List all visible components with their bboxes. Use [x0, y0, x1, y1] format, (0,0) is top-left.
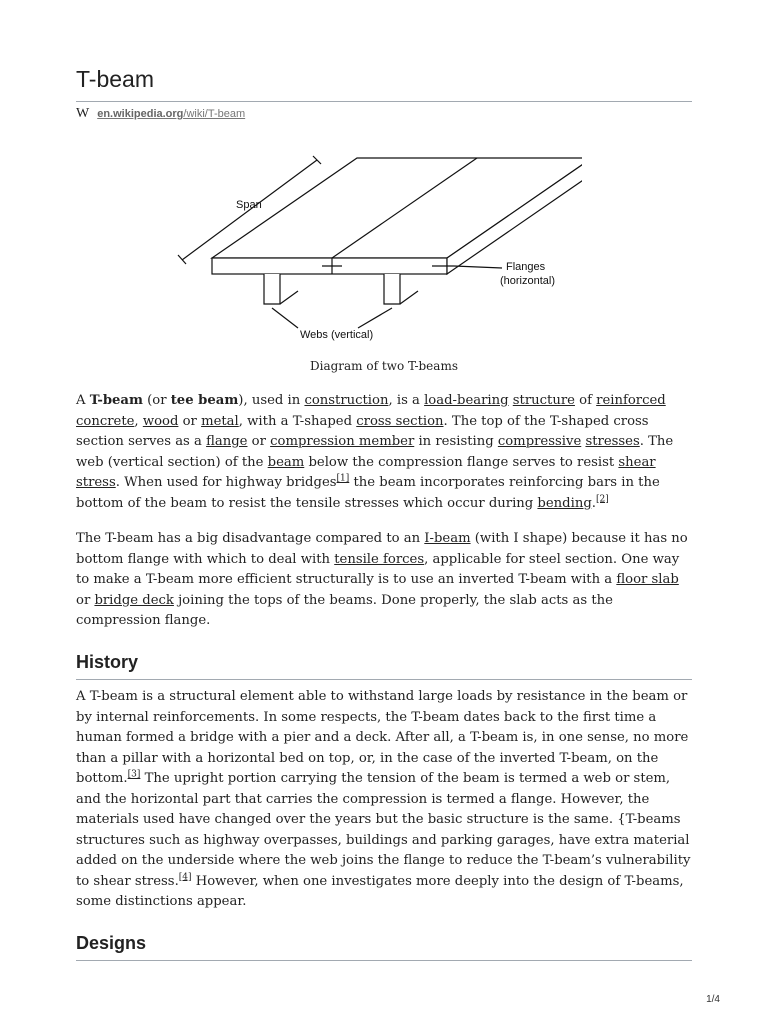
link-bridge-deck[interactable]: bridge deck: [94, 592, 174, 608]
link-i-beam[interactable]: I-beam: [424, 531, 471, 546]
link-load-bearing[interactable]: load-bearing: [424, 393, 509, 408]
designs-divider: [76, 960, 692, 961]
source-line: [76, 106, 245, 122]
ref-4[interactable]: [4]: [178, 872, 192, 883]
ref-2[interactable]: [2]: [595, 494, 609, 505]
link-construction[interactable]: construction: [304, 393, 389, 408]
link-compressive[interactable]: compressive: [497, 434, 582, 449]
intro-paragraph-1: A T-beam (or tee beam), used in construction, is a load-bearing structure of reinforced concrete, wood or metal, with a T-shaped cross section. The top of the T-shaped cross section serves as a flange or compression member in resisting compressive stresses. The web (vertical section) of the beam below the compression flange serves to resist shear stress. When used for highway bridges[1] the beam incorporates reinforcing bars in the bottom of the beam to resist the tensile stresses which occur during bending.[2]: [76, 393, 674, 511]
webs-label: Webs (vertical): [300, 329, 374, 341]
history-divider: [76, 679, 692, 680]
webs-leader-right: [358, 308, 392, 328]
ref-1[interactable]: [1]: [336, 473, 350, 484]
web-left: [264, 274, 280, 304]
designs-heading: Designs: [76, 933, 147, 953]
flanges-leader: [454, 266, 502, 268]
link-tensile-forces[interactable]: tensile forces: [334, 551, 425, 567]
web-right: [384, 274, 400, 304]
page-number: 1/4: [706, 994, 720, 1005]
link-stresses[interactable]: stresses: [585, 434, 640, 449]
link-shear-stress[interactable]: shear stress: [76, 454, 656, 490]
title-divider: [76, 101, 692, 102]
page-title: T-beam: [76, 66, 154, 92]
link-compression-member[interactable]: compression member: [270, 434, 415, 449]
flanges-label: Flanges: [506, 261, 546, 273]
webs-leader-left: [272, 308, 298, 328]
link-reinforced-concrete[interactable]: reinforced concrete: [76, 393, 666, 429]
span-label: Span: [236, 199, 262, 211]
link-wood[interactable]: wood: [142, 413, 179, 429]
link-cross-section[interactable]: cross section: [356, 413, 444, 429]
link-metal[interactable]: metal: [201, 413, 239, 429]
horizontal-label: (horizontal): [500, 275, 556, 287]
link-beam[interactable]: beam: [267, 454, 305, 470]
history-heading: History: [76, 652, 139, 672]
web-left-edge: [280, 291, 298, 304]
link-flange[interactable]: flange: [206, 434, 248, 449]
span-tick-left: [178, 255, 186, 264]
figure-caption: Diagram of two T-beams: [310, 359, 458, 373]
web-right-edge: [400, 291, 418, 304]
ref-3[interactable]: [3]: [127, 769, 141, 780]
link-bending[interactable]: bending: [537, 495, 592, 511]
wikipedia-logo-icon: W: [76, 106, 90, 121]
link-structure[interactable]: structure: [512, 393, 575, 408]
source-link[interactable]: en.wikipedia.org/wiki/T-beam: [97, 108, 246, 120]
link-floor-slab[interactable]: floor slab: [616, 572, 679, 587]
t-beam-diagram: [172, 150, 582, 350]
history-paragraph: A T-beam is a structural element able to withstand large loads by resistance in the beam or by internal reinforcements. In some respects, the T-beam dates back to the first time a human formed a bridge with a pier and a deck. After all, a T-beam is, in one sense, no more than a pillar with a horizontal bed on top, or, in the case of the inverted T-beam, on the bottom.[3] The upright portion carrying the tension of the beam is termed a web or stem, and the horizontal part that carries the compression is termed a flange. However, the materials used have changed over the years but the basic structure is the same. {T-beams structures such as highway overpasses, buildings and parking garages, have extra material added on the underside where the web joins the flange to reduce the T-beam’s vulnerability to shear stress.[4] However, when one investigates more deeply into the design of T-beams, some distinctions appear.: [76, 689, 691, 909]
intro-paragraph-2: The T-beam has a big disadvantage compared to an I-beam (with I shape) because it has no bottom flange with which to deal with tensile forces, applicable for steel section. One way to make a T-beam more efficient structurally is to use an inverted T-beam with a floor slab or bridge deck joining the tops of the beams. Done properly, the slab acts as the compression flange.: [76, 531, 688, 628]
